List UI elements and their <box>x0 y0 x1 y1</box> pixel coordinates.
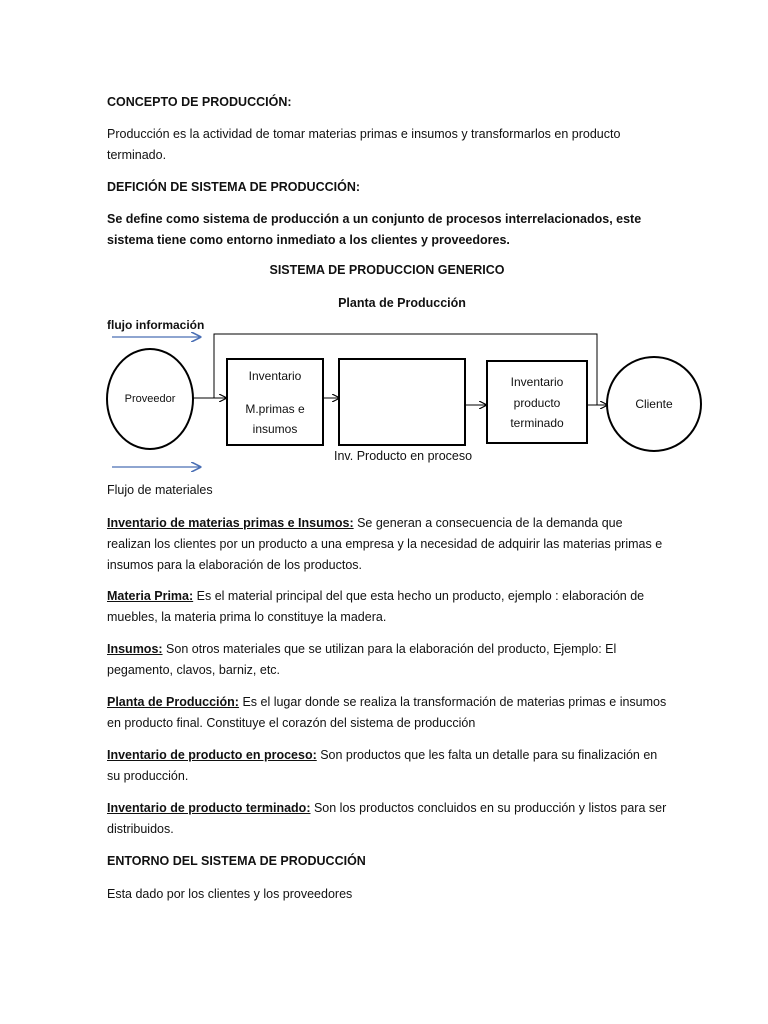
proveedor-label: Proveedor <box>124 393 176 405</box>
concepto-text: Producción es la actividad de tomar materias primas e insumos y transformarlos en producto terminado. <box>107 127 621 162</box>
definition-text: Son los productos concluidos en su producción y listos para ser distribuidos. <box>107 801 667 836</box>
definition-text: Son otros materiales que se utilizan para la elaboración del producto, Ejemplo: El pegamento, clavos, barniz, etc. <box>107 642 617 677</box>
inventario-pt-line1: Inventario <box>510 375 564 389</box>
definition-item <box>107 798 667 840</box>
definicion-title: DEFICIÓN DE SISTEMA DE PRODUCCIÓN: <box>107 180 361 194</box>
definition-text: Es el material principal del que esta hecho un producto, ejemplo : elaboración de muebles, la materia prima lo constituye la madera. <box>107 589 645 624</box>
definition-item <box>107 692 667 734</box>
definition-term: Planta de Producción: <box>107 695 239 709</box>
definition-term: Materia Prima: <box>107 589 194 603</box>
entorno-text: Esta dado por los clientes y los proveedores <box>107 887 353 901</box>
inventario-mp-line1: Inventario <box>248 369 302 383</box>
inventario-mp-line2: M.primas e <box>245 402 305 416</box>
definition-item <box>107 745 667 787</box>
definition-text: Se generan a consecuencia de la demanda que realizan los clientes por un producto a una empresa y la necesidad de adquirir las materias primas e insumos para la elaboración de los productos. <box>107 516 663 572</box>
definition-term: Inventario de producto terminado: <box>107 801 311 815</box>
inventario-pt-line2: producto <box>513 396 561 410</box>
definition-text: Son productos que les falta un detalle para su finalización en su producción. <box>107 748 658 783</box>
definition-term: Inventario de materias primas e Insumos: <box>107 516 354 530</box>
proceso-box <box>338 358 466 446</box>
definition-term: Insumos: <box>107 642 163 656</box>
inventario-mp-line3: insumos <box>252 422 298 436</box>
cliente-label: Cliente <box>635 397 673 411</box>
concepto-title: CONCEPTO DE PRODUCCIÓN: <box>107 95 292 109</box>
definition-text: Es el lugar donde se realiza la transformación de materias primas e insumos en producto final. Constituye el corazón del sistema de producción <box>107 695 667 730</box>
definition-item <box>107 639 667 681</box>
entorno-title: ENTORNO DEL SISTEMA DE PRODUCCIÓN <box>107 854 366 868</box>
diagram-title: SISTEMA DE PRODUCCION GENERICO <box>269 263 505 277</box>
definition-item <box>107 586 667 628</box>
definition-term: Inventario de producto en proceso: <box>107 748 317 762</box>
definicion-text: Se define como sistema de producción a un conjunto de procesos interrelacionados, este sistema tiene como entorno inmediato a los clientes y proveedores. <box>107 212 642 247</box>
info-flow-label: flujo información <box>107 318 205 332</box>
inventario-pt-line3: terminado <box>510 416 564 430</box>
plant-label: Planta de Producción <box>338 296 466 310</box>
definition-item <box>107 513 667 576</box>
proceso-label: Inv. Producto en proceso <box>334 449 473 463</box>
material-flow-label: Flujo de materiales <box>107 483 213 497</box>
